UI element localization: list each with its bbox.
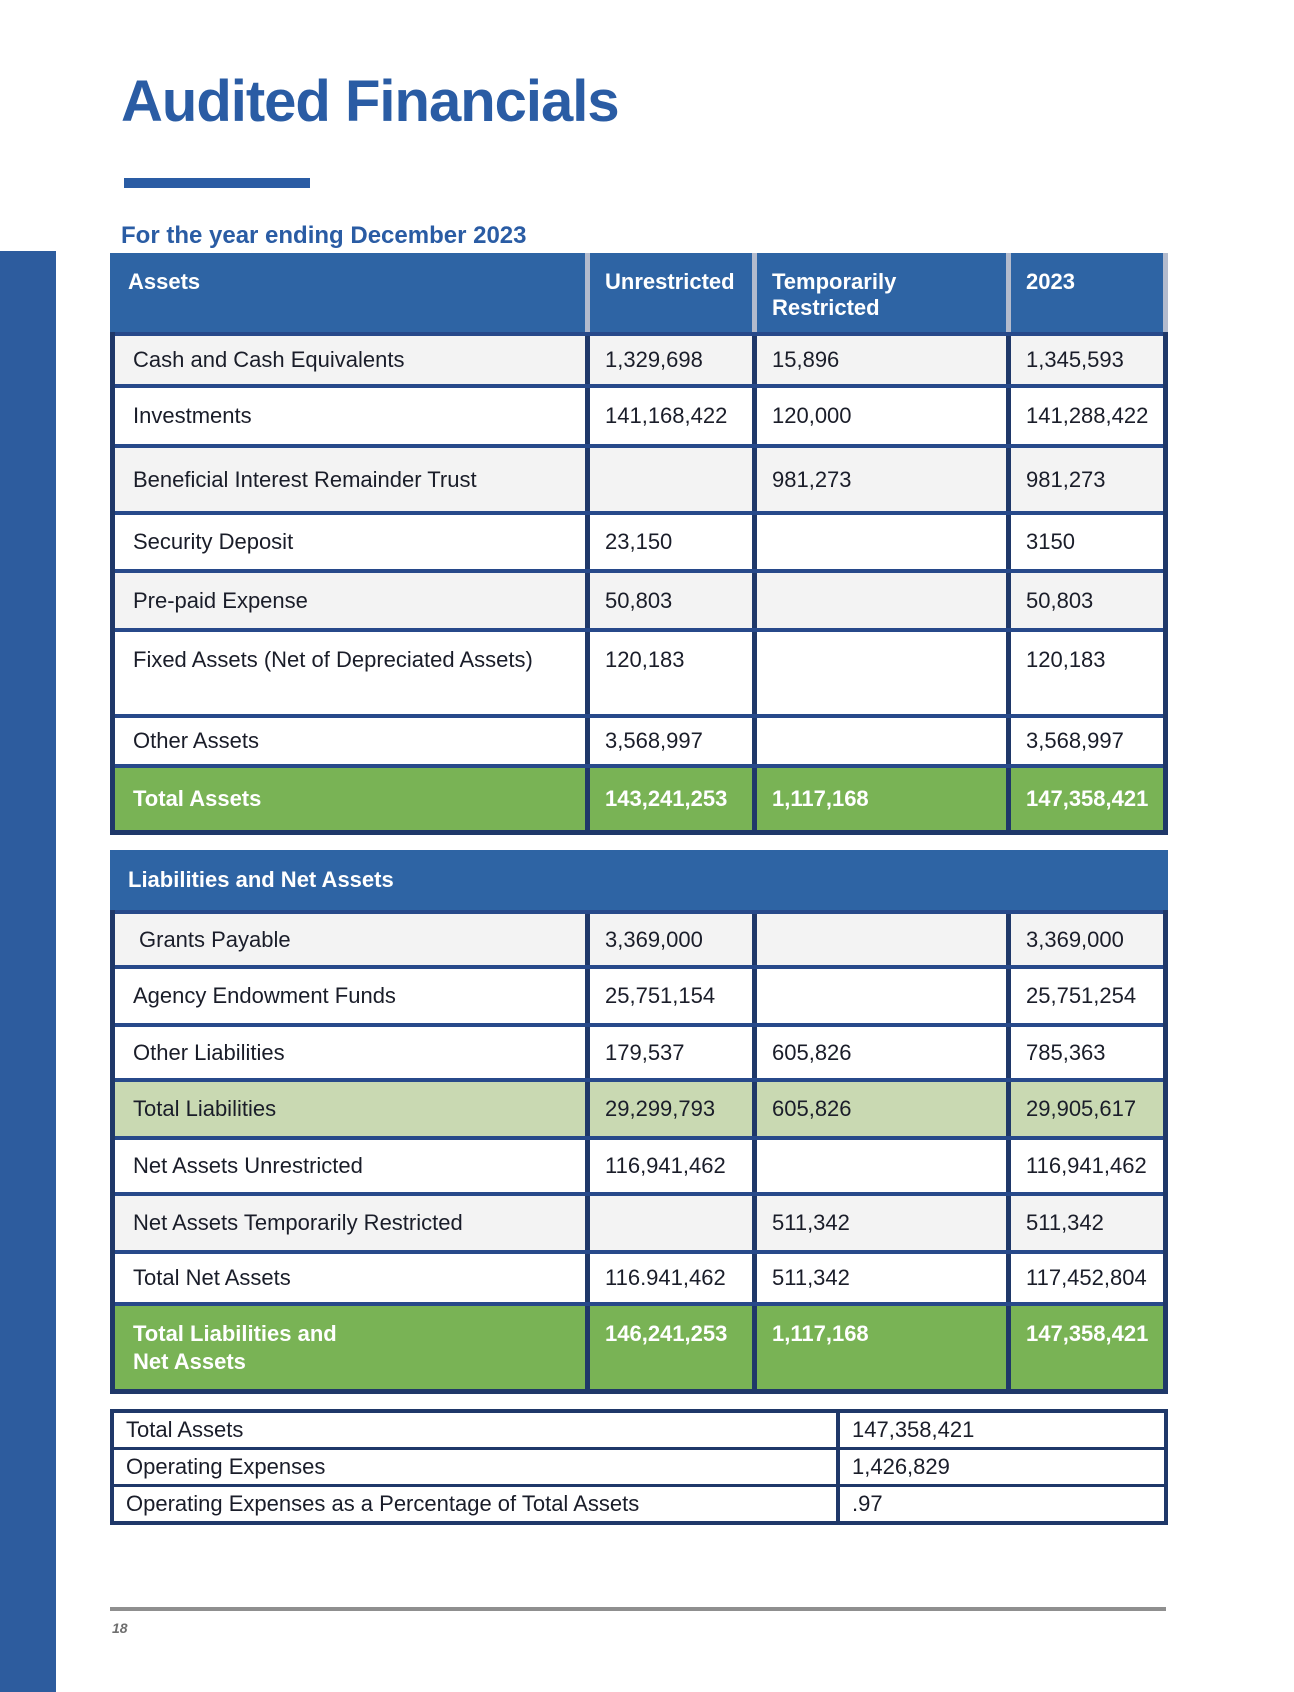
row-value: 3,568,997 (585, 718, 752, 764)
table-row (115, 444, 1163, 511)
row-value: 141,288,422 (1006, 388, 1163, 444)
row-label: Beneficial Interest Remainder Trust (133, 466, 477, 492)
row-label: Total Assets (126, 1417, 244, 1443)
liabilities-table (110, 850, 1168, 1394)
row-value: 146,241,253 (585, 1306, 752, 1389)
table-row (114, 1447, 1164, 1484)
table-row (114, 1413, 1164, 1447)
row-value: 785,363 (1006, 1027, 1163, 1078)
row-value: 605,826 (752, 1082, 1006, 1136)
row-value: 147,358,421 (1006, 1306, 1163, 1389)
summary-table (110, 1409, 1168, 1525)
table-row (115, 1136, 1163, 1192)
row-label: Total Assets (133, 786, 262, 812)
footer-divider (110, 1607, 1166, 1611)
row-value (752, 914, 1006, 965)
row-value: .97 (836, 1487, 1164, 1521)
row-label: Other Assets (133, 728, 259, 754)
row-label: Grants Payable (139, 926, 291, 952)
row-value: 117,452,804 (1006, 1254, 1163, 1302)
row-value: 116,941,462 (585, 1140, 752, 1192)
column-header-unrestricted: Unrestricted (585, 253, 752, 332)
row-value (752, 969, 1006, 1023)
column-header-assets: Assets (128, 269, 201, 294)
row-value: 3,369,000 (585, 914, 752, 965)
title-underline (124, 178, 310, 188)
row-value: 147,358,421 (836, 1413, 1164, 1447)
row-value: 3,568,997 (1006, 718, 1163, 764)
row-label: Other Liabilities (133, 1039, 285, 1065)
row-label: Agency Endowment Funds (133, 983, 396, 1009)
row-value (752, 1140, 1006, 1192)
row-value: 3,369,000 (1006, 914, 1163, 965)
row-value: 3150 (1006, 515, 1163, 569)
row-value: 511,342 (1006, 1196, 1163, 1250)
row-value: 50,803 (585, 573, 752, 628)
row-value (752, 573, 1006, 628)
assets-table-body (110, 332, 1168, 835)
row-label: Total Liabilities (133, 1096, 277, 1122)
table-row (115, 1250, 1163, 1302)
row-value: 1,329,698 (585, 336, 752, 384)
table-row (115, 965, 1163, 1023)
row-value: 605,826 (752, 1027, 1006, 1078)
row-value: 116.941,462 (585, 1254, 752, 1302)
row-value: 1,117,168 (752, 1306, 1006, 1389)
row-label: Cash and Cash Equivalents (133, 347, 405, 373)
assets-table-header (110, 253, 1168, 332)
row-value: 981,273 (752, 448, 1006, 511)
left-accent-bar (0, 251, 56, 1692)
row-value: 120,183 (1006, 632, 1163, 714)
table-row (115, 1023, 1163, 1078)
row-value: 143,241,253 (585, 768, 752, 830)
page-subtitle: For the year ending December 2023 (121, 222, 527, 249)
table-row (115, 511, 1163, 569)
table-row (115, 714, 1163, 764)
row-value (585, 1196, 752, 1250)
table-row (115, 332, 1163, 384)
table-row (115, 1078, 1163, 1136)
row-value: 120,183 (585, 632, 752, 714)
column-header-temporarily-restricted: Temporarily Restricted (752, 253, 1006, 332)
row-value: 1,117,168 (752, 768, 1006, 830)
table-row (115, 628, 1163, 714)
page-title: Audited Financials (121, 69, 619, 134)
row-value: 15,896 (752, 336, 1006, 384)
row-value: 1,345,593 (1006, 336, 1163, 384)
page-number: 18 (112, 1620, 128, 1636)
row-label: Fixed Assets (Net of Depreciated Assets) (133, 647, 533, 672)
assets-table (110, 253, 1168, 835)
row-label: Pre-paid Expense (133, 587, 308, 613)
row-label: Total Liabilities and Net Assets (133, 1321, 337, 1374)
row-value: 511,342 (752, 1254, 1006, 1302)
liabilities-table-body (110, 910, 1168, 1394)
row-value: 179,537 (585, 1027, 752, 1078)
row-label: Total Net Assets (133, 1265, 291, 1291)
table-row (115, 1302, 1163, 1389)
row-value (752, 632, 1006, 714)
row-value: 1,426,829 (836, 1450, 1164, 1484)
liabilities-table-header: Liabilities and Net Assets (110, 850, 1168, 910)
table-row (114, 1484, 1164, 1521)
table-row (115, 910, 1163, 965)
row-value: 147,358,421 (1006, 768, 1163, 830)
column-header-2023: 2023 (1006, 253, 1168, 332)
row-value: 116,941,462 (1006, 1140, 1163, 1192)
row-label: Net Assets Unrestricted (133, 1153, 363, 1179)
table-row (115, 569, 1163, 628)
row-value (752, 718, 1006, 764)
row-value: 120,000 (752, 388, 1006, 444)
row-value: 141,168,422 (585, 388, 752, 444)
row-label: Security Deposit (133, 529, 294, 555)
table-row (115, 1192, 1163, 1250)
row-label: Operating Expenses as a Percentage of Total Assets (126, 1491, 640, 1517)
row-value (585, 448, 752, 511)
row-label: Net Assets Temporarily Restricted (133, 1210, 463, 1236)
row-value: 25,751,154 (585, 969, 752, 1023)
row-value: 29,905,617 (1006, 1082, 1163, 1136)
row-value: 50,803 (1006, 573, 1163, 628)
row-value: 511,342 (752, 1196, 1006, 1250)
row-label: Operating Expenses (126, 1454, 326, 1480)
row-value: 25,751,254 (1006, 969, 1163, 1023)
row-label: Investments (133, 403, 252, 429)
row-value: 23,150 (585, 515, 752, 569)
table-row (115, 764, 1163, 830)
row-value: 981,273 (1006, 448, 1163, 511)
table-row (115, 384, 1163, 444)
row-value (752, 515, 1006, 569)
row-value: 29,299,793 (585, 1082, 752, 1136)
